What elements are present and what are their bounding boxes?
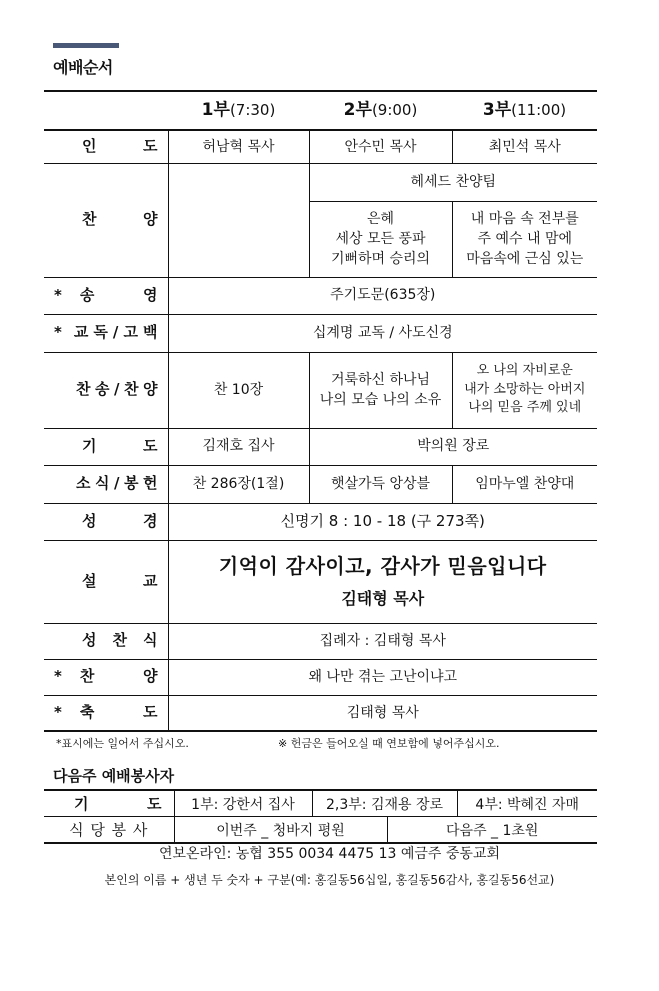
offering-service-1: 찬 286장(1절): [168, 465, 309, 503]
invocation-service-2: 안수민 목사: [309, 130, 452, 163]
sermon-row: [44, 540, 597, 623]
prayer-row: [44, 428, 597, 465]
service-3-header: 3부(11:00): [452, 91, 597, 130]
creed-label: * 교 독 / 고 백: [44, 314, 168, 352]
volunteers-title: 다음주 예배봉사자: [53, 767, 175, 785]
creed-value: 십계명 교독 / 사도신경: [168, 314, 597, 352]
invocation-label: 인 도: [44, 130, 168, 163]
service-2-header: 2부(9:00): [309, 91, 452, 130]
prayer-service-2-3: 박의원 장로: [309, 428, 597, 465]
benediction-row: [44, 695, 597, 731]
prayer-label: 기 도: [44, 428, 168, 465]
offering-row: [44, 465, 597, 503]
scripture-value: 신명기 8 : 10 - 18 (구 273쪽): [168, 503, 597, 540]
praise-team-row: [44, 163, 597, 201]
sermon-title: 기억이 감사이고, 감사가 믿음입니다: [218, 554, 547, 579]
communion-label: 성 찬 식: [44, 623, 168, 659]
service-header-row: [44, 91, 597, 130]
scripture-row: [44, 503, 597, 540]
sermon-label: 설 교: [44, 540, 168, 623]
scripture-label: 성 경: [44, 503, 168, 540]
offering-note: ※ 헌금은 들어오실 때 연보함에 넣어주십시오.: [278, 737, 500, 750]
volunteer-kitchen-this-week: 이번주 _ 청바지 평원: [174, 817, 387, 844]
sermon-preacher: 김태형 목사: [341, 589, 425, 609]
invocation-service-3: 최민석 목사: [452, 130, 597, 163]
praise2-label: * 찬 양: [44, 659, 168, 695]
invocation-row: [44, 130, 597, 163]
praise-service-2: 은혜 세상 모든 풍파 기뻐하며 승리의: [309, 201, 452, 277]
service-1-header: 1부(7:30): [168, 91, 309, 130]
communion-value: 집례자 : 김태형 목사: [168, 623, 597, 659]
volunteer-prayer-label: 기 도: [44, 790, 174, 817]
volunteer-kitchen-label: 식 당 봉 사: [44, 817, 174, 844]
volunteer-prayer-1: 1부: 강한서 집사: [174, 790, 312, 817]
sermon-value: [168, 540, 597, 623]
volunteer-kitchen-next-week: 다음주 _ 1초원: [387, 817, 597, 844]
stand-note: *표시에는 일어서 주십시오.: [56, 737, 189, 750]
praise2-value: 왜 나만 겪는 고난이냐고: [168, 659, 597, 695]
volunteer-prayer-3: 4부: 박혜진 자매: [457, 790, 597, 817]
communion-row: [44, 623, 597, 659]
doxology-label: * 송 영: [44, 277, 168, 314]
online-offering-account: 연보온라인: 농협 355 0034 4475 13 예금주 중동교회: [159, 846, 500, 862]
hymn-service-2: 거룩하신 하나님 나의 모습 나의 소유: [309, 352, 452, 428]
praise-label: 찬 양: [44, 163, 168, 277]
volunteer-prayer-2: 2,3부: 김재용 장로: [312, 790, 457, 817]
prayer-service-1: 김재호 집사: [168, 428, 309, 465]
praise-service-1: [168, 163, 309, 277]
hymn-service-3: 오 나의 자비로운 내가 소망하는 아버지 나의 믿음 주께 있네: [452, 352, 597, 428]
hymn-row: [44, 352, 597, 428]
benediction-value: 김태형 목사: [168, 695, 597, 731]
offering-label: 소 식 / 봉 헌: [44, 465, 168, 503]
volunteer-kitchen-row: [44, 817, 597, 844]
offering-service-2: 햇살가득 앙상블: [309, 465, 452, 503]
praise-team: 헤세드 찬양팀: [309, 163, 597, 201]
offering-service-3: 임마누엘 찬양대: [452, 465, 597, 503]
online-offering-note: 본인의 이름 + 생년 두 숫자 + 구분(예: 홍길동56십일, 홍길동56감사, 홍길동56선교): [104, 873, 555, 887]
hymn-label: 찬 송 / 찬 양: [44, 352, 168, 428]
header-blank: [44, 91, 168, 130]
section-title: 예배순서: [53, 58, 113, 77]
invocation-service-1: 허남혁 목사: [168, 130, 309, 163]
worship-order-table: [44, 90, 597, 732]
creed-row: [44, 314, 597, 352]
praise2-row: [44, 659, 597, 695]
praise-service-3: 내 마음 속 전부를 주 예수 내 맘에 마음속에 근심 있는: [452, 201, 597, 277]
doxology-value: 주기도문(635장): [168, 277, 597, 314]
volunteers-table: [44, 789, 597, 844]
volunteer-prayer-row: [44, 790, 597, 817]
title-accent-bar: [53, 43, 119, 48]
doxology-row: [44, 277, 597, 314]
benediction-label: * 축 도: [44, 695, 168, 731]
hymn-service-1: 찬 10장: [168, 352, 309, 428]
